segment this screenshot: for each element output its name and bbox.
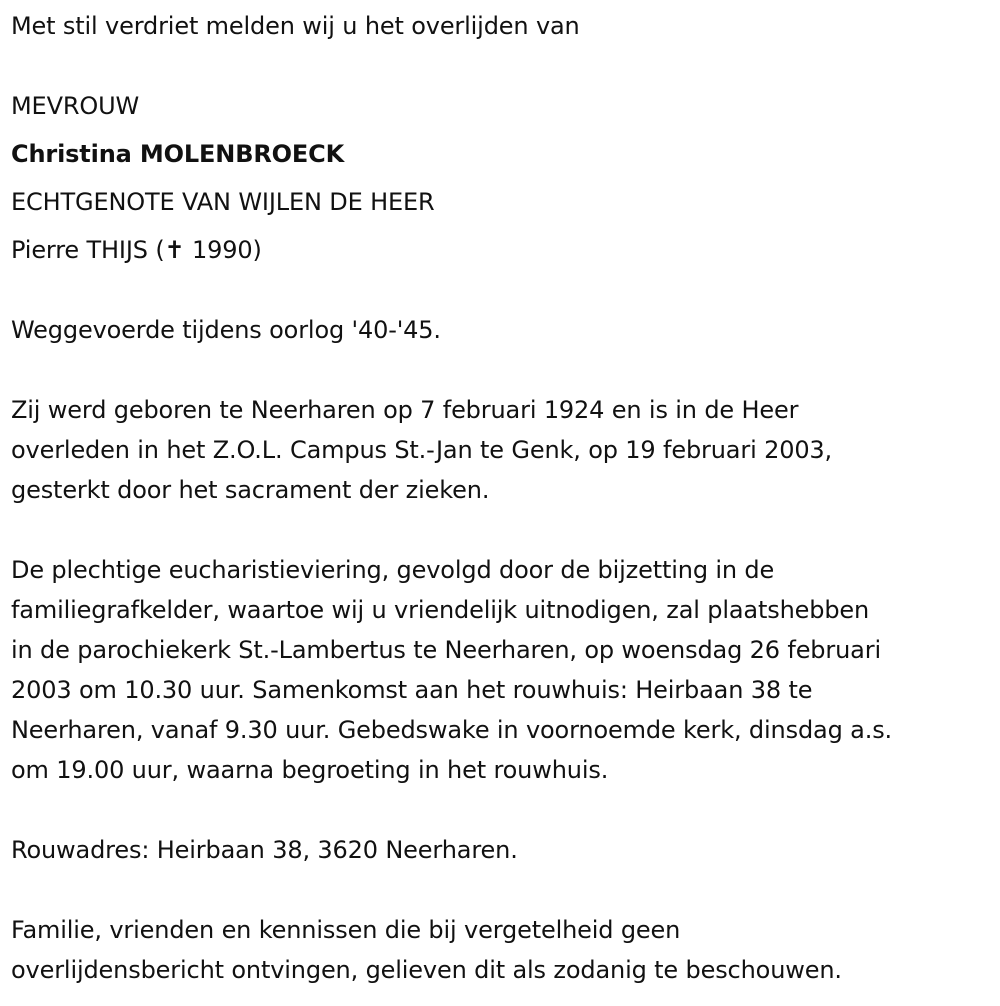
intro-text: Met stil verdriet melden wij u het overlijden van: [11, 12, 580, 40]
ceremony-line: De plechtige eucharistieviering, gevolgd door de bijzetting in de: [11, 556, 775, 584]
ceremony-line: in de parochiekerk St.-Lambertus te Neerharen, op woensdag 26 februari: [11, 636, 881, 664]
ceremony-line: familiegrafkelder, waartoe wij u vriendelijk uitnodigen, zal plaatshebben: [11, 596, 870, 624]
birth-death-line: gesterkt door het sacrament der zieken.: [11, 476, 490, 504]
spouse-intro: ECHTGENOTE VAN WIJLEN DE HEER: [11, 188, 435, 216]
war-note: Weggevoerde tijdens oorlog '40-'45.: [11, 316, 441, 344]
birth-death-line: overleden in het Z.O.L. Campus St.-Jan te Genk, op 19 februari 2003,: [11, 436, 833, 464]
birth-death-line: Zij werd geboren te Neerharen op 7 februari 1924 en is in de Heer: [11, 396, 799, 424]
ceremony-line: 2003 om 10.30 uur. Samenkomst aan het rouwhuis: Heirbaan 38 te: [11, 676, 813, 704]
ceremony-line: om 19.00 uur, waarna begroeting in het rouwhuis.: [11, 756, 609, 784]
spouse-name: Pierre THIJS (✝ 1990): [11, 236, 262, 264]
deceased-name: Christina MOLENBROECK: [11, 140, 345, 168]
title-prefix: MEVROUW: [11, 92, 140, 120]
closing-line: overlijdensbericht ontvingen, gelieven dit als zodanig te beschouwen.: [11, 956, 842, 984]
mourning-address: Rouwadres: Heirbaan 38, 3620 Neerharen.: [11, 836, 518, 864]
ceremony-line: Neerharen, vanaf 9.30 uur. Gebedswake in voornoemde kerk, dinsdag a.s.: [11, 716, 893, 744]
closing-line: Familie, vrienden en kennissen die bij vergetelheid geen: [11, 916, 681, 944]
